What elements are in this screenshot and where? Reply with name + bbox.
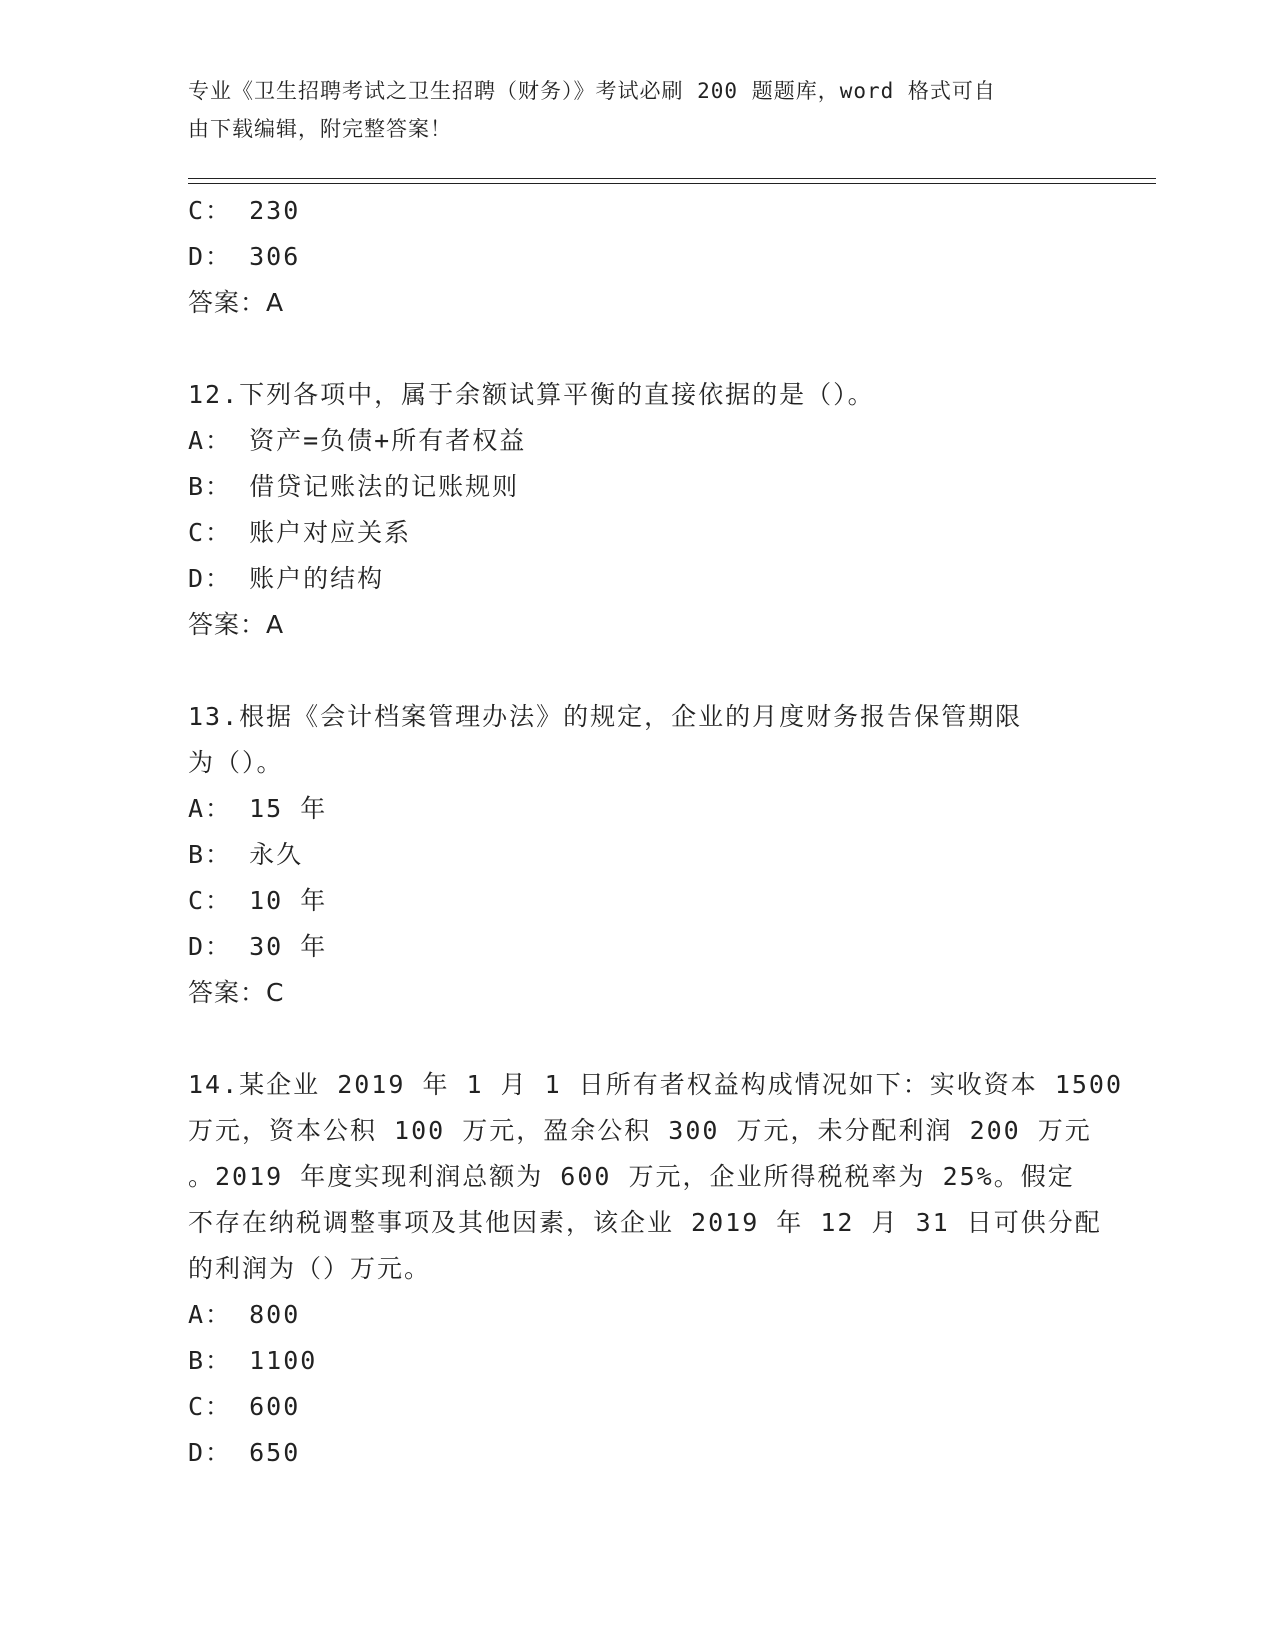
question-stem: 12.下列各项中，属于余额试算平衡的直接依据的是（）。 [188, 380, 875, 409]
option-a: A： 15 年 [188, 794, 328, 823]
option-c: C： 账户对应关系 [188, 518, 412, 547]
header-divider-bottom [188, 183, 1156, 184]
question-14 [188, 1062, 1124, 1476]
spacer [188, 648, 1088, 694]
question-13 [188, 694, 1088, 1016]
header-line-2: 由下载编辑，附完整答案！ [188, 117, 452, 141]
option-c: C： 600 [188, 1392, 301, 1421]
option-a: A： 资产=负债+所有者权益 [188, 426, 527, 455]
spacer [188, 1016, 1088, 1062]
header-line-1: 专业《卫生招聘考试之卫生招聘（财务）》考试必刷 200 题题库，word 格式可自 [188, 79, 996, 103]
question-stem-line-1: 14.某企业 2019 年 1 月 1 日所有者权益构成情况如下：实收资本 1500 [188, 1070, 1124, 1099]
question-12 [188, 372, 1088, 648]
question-stem-line-2: 为（）。 [188, 748, 284, 777]
option-d: D： 账户的结构 [188, 564, 385, 593]
spacer [188, 326, 1088, 372]
option-c: C： 10 年 [188, 886, 328, 915]
option-b: B： 借贷记账法的记账规则 [188, 472, 520, 501]
question-stem-line-1: 13.根据《会计档案管理办法》的规定，企业的月度财务报告保管期限 [188, 702, 1023, 731]
document-header [188, 72, 1068, 148]
option-a: A： 800 [188, 1300, 301, 1329]
question-11-tail [188, 188, 1088, 326]
question-stem-line-5: 的利润为（）万元。 [188, 1254, 432, 1283]
answer-line: 答案：A [188, 288, 285, 317]
option-c: C： 230 [188, 196, 301, 225]
question-stem-line-3: 。2019 年度实现利润总额为 600 万元，企业所得税税率为 25%。假定 [188, 1162, 1075, 1191]
option-d: D： 306 [188, 242, 301, 271]
option-d: D： 30 年 [188, 932, 328, 961]
option-b: B： 永久 [188, 840, 304, 869]
answer-line: 答案：C [188, 978, 285, 1007]
question-stem-line-2: 万元，资本公积 100 万元，盈余公积 300 万元，未分配利润 200 万元 [188, 1116, 1092, 1145]
answer-line: 答案：A [188, 610, 285, 639]
question-stem-line-4: 不存在纳税调整事项及其他因素，该企业 2019 年 12 月 31 日可供分配 [188, 1208, 1102, 1237]
question-content [188, 188, 1124, 1476]
option-d: D： 650 [188, 1438, 301, 1467]
option-b: B： 1100 [188, 1346, 318, 1375]
header-divider-top [188, 178, 1156, 179]
